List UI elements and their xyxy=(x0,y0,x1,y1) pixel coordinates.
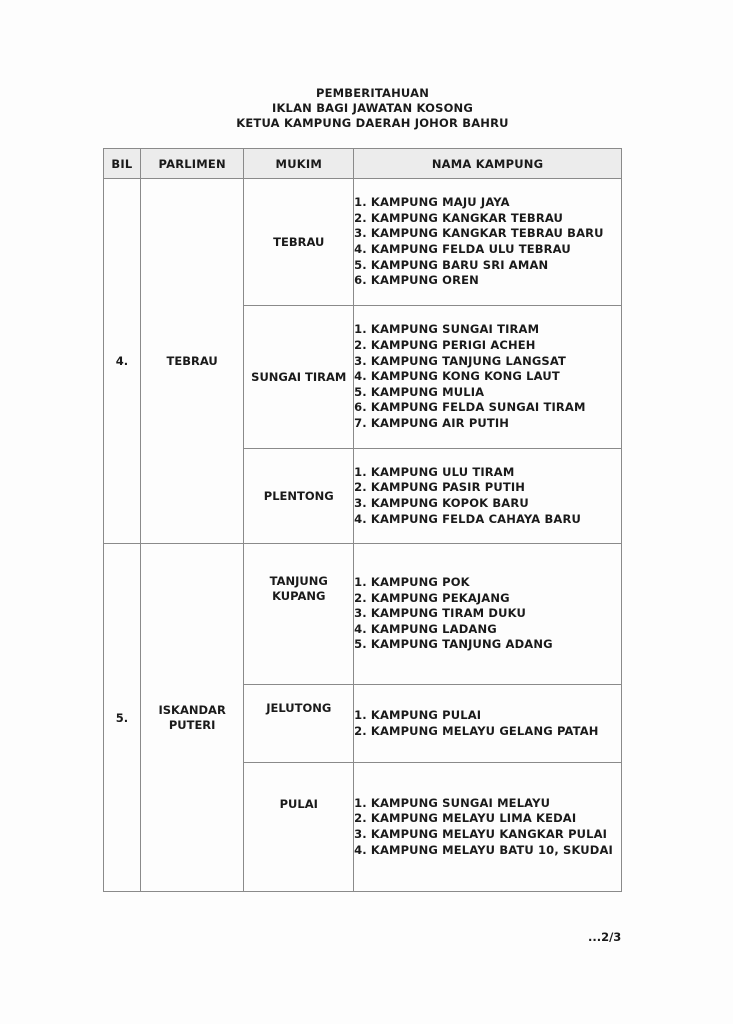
parlimen-name-line-1: ISKANDAR xyxy=(158,702,226,717)
list-item: 1. KAMPUNG POK xyxy=(354,575,470,590)
village-list-cell xyxy=(354,685,622,763)
list-item: 5. KAMPUNG MULIA xyxy=(354,384,485,399)
mukim-cell xyxy=(244,179,354,306)
mukim-name-line-2: KUPANG xyxy=(272,589,326,603)
header-subtitle: IKLAN BAGI JAWATAN KOSONG xyxy=(271,101,474,115)
column-header-nama-kampung: NAMA KAMPUNG xyxy=(354,149,622,179)
parlimen-name: TEBRAU xyxy=(166,353,218,368)
list-item: 5. KAMPUNG BARU SRI AMAN xyxy=(354,257,549,272)
village-list-cell xyxy=(354,179,622,306)
village-list-cell xyxy=(354,306,622,449)
table-row xyxy=(104,179,622,306)
village-list xyxy=(354,708,621,739)
list-item: 1. KAMPUNG MAJU JAYA xyxy=(354,195,510,210)
mukim-cell xyxy=(244,306,354,449)
list-item: 2. KAMPUNG PASIR PUTIH xyxy=(354,480,526,495)
bil-cell: 5. xyxy=(104,544,141,892)
list-item: 4. KAMPUNG KONG KONG LAUT xyxy=(354,369,560,384)
mukim-cell xyxy=(244,544,354,685)
list-item: 3. KAMPUNG TANJUNG LANGSAT xyxy=(354,353,567,368)
mukim-cell xyxy=(244,449,354,544)
list-item: 4. KAMPUNG MELAYU BATU 10, SKUDAI xyxy=(354,842,613,857)
list-item: 4. KAMPUNG FELDA ULU TEBRAU xyxy=(354,242,571,256)
mukim-name: PLENTONG xyxy=(263,488,334,503)
list-item: 4. KAMPUNG FELDA CAHAYA BARU xyxy=(354,511,581,526)
mukim-cell xyxy=(244,685,354,763)
page-number: ...2/3 xyxy=(588,930,622,944)
list-item: 2. KAMPUNG KANGKAR TEBRAU xyxy=(354,210,564,225)
bil-cell: 4. xyxy=(104,179,141,544)
list-item: 2. KAMPUNG PERIGI ACHEH xyxy=(354,338,536,353)
village-head-vacancy-table xyxy=(103,148,622,892)
column-header-bil: BIL xyxy=(104,149,141,179)
list-item: 2. KAMPUNG PEKAJANG xyxy=(354,590,510,605)
list-item: 1. KAMPUNG ULU TIRAM xyxy=(354,464,515,479)
list-item: 2. KAMPUNG MELAYU GELANG PATAH xyxy=(354,723,599,738)
mukim-name: JELUTONG xyxy=(266,701,332,715)
mukim-name: TEBRAU xyxy=(273,234,325,249)
list-item: 5. KAMPUNG TANJUNG ADANG xyxy=(354,637,553,652)
table-row xyxy=(104,544,622,685)
list-item: 3. KAMPUNG KANGKAR TEBRAU BARU xyxy=(354,226,604,241)
list-item: 1. KAMPUNG SUNGAI MELAYU xyxy=(354,795,551,810)
parlimen-cell xyxy=(140,544,244,892)
parlimen-cell xyxy=(140,179,244,544)
column-header-mukim: MUKIM xyxy=(244,149,354,179)
mukim-name: SUNGAI TIRAM xyxy=(251,369,347,384)
list-item: 1. KAMPUNG PULAI xyxy=(354,707,482,722)
parlimen-name-line-2: PUTERI xyxy=(168,717,216,732)
village-list xyxy=(354,796,621,858)
list-item: 2. KAMPUNG MELAYU LIMA KEDAI xyxy=(354,811,577,826)
list-item: 6. KAMPUNG OREN xyxy=(354,273,479,288)
list-item: 3. KAMPUNG TIRAM DUKU xyxy=(354,606,526,621)
list-item: 3. KAMPUNG MELAYU KANGKAR PULAI xyxy=(354,827,608,841)
list-item: 7. KAMPUNG AIR PUTIH xyxy=(354,415,510,430)
mukim-name: PULAI xyxy=(279,797,318,811)
village-list-cell xyxy=(354,763,622,892)
header-subject: KETUA KAMPUNG DAERAH JOHOR BAHRU xyxy=(236,116,509,130)
document-header xyxy=(0,86,733,131)
village-list-cell xyxy=(354,449,622,544)
mukim-name-line-1: TANJUNG xyxy=(269,574,328,588)
list-item: 4. KAMPUNG LADANG xyxy=(354,621,497,636)
table-header-row xyxy=(104,149,622,179)
list-item: 3. KAMPUNG KOPOK BARU xyxy=(354,496,529,510)
mukim-cell xyxy=(244,763,354,892)
list-item: 1. KAMPUNG SUNGAI TIRAM xyxy=(354,322,540,337)
list-item: 6. KAMPUNG FELDA SUNGAI TIRAM xyxy=(354,400,586,415)
village-list xyxy=(354,322,621,431)
village-list xyxy=(354,195,621,289)
village-list xyxy=(354,465,621,527)
village-list-cell xyxy=(354,544,622,685)
column-header-parlimen: PARLIMEN xyxy=(140,149,244,179)
village-list xyxy=(354,575,621,653)
header-title: PEMBERITAHUAN xyxy=(315,86,430,100)
